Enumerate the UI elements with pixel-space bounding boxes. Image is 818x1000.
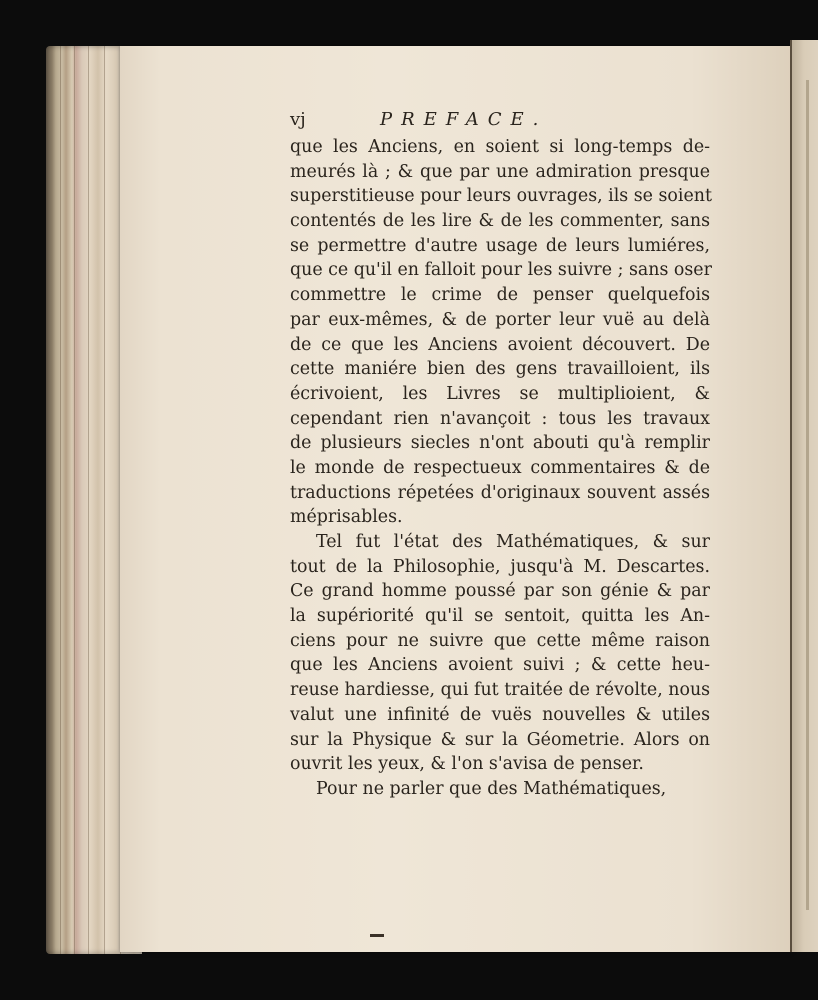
- text-line: cependant rien n'avançoit : tous les travaux: [290, 408, 710, 429]
- text-line: commettre le crime de penser quelquefois: [290, 285, 710, 306]
- text-block: [290, 108, 710, 802]
- text-line: la supériorité qu'il se sentoit, quitta les An-: [290, 606, 710, 627]
- text-line: superstitieuse pour leurs ouvrages, ils se soient: [290, 186, 712, 207]
- text-line: cette maniére bien des gens travailloient, ils: [290, 359, 710, 380]
- paragraph: [290, 530, 710, 777]
- text-line: de plusieurs siecles n'ont abouti qu'à remplir: [290, 433, 710, 454]
- text-line: meurés là ; & que par une admiration presque: [290, 161, 710, 182]
- text-line: que ce qu'il en falloit pour les suivre ; sans oser: [290, 260, 712, 281]
- text-line: tout de la Philosophie, jusqu'à M. Descartes.: [290, 556, 710, 577]
- text-line: ciens pour ne suivre que cette même raison: [290, 630, 710, 651]
- text-line: écrivoient, les Livres se multiplioient, &: [290, 383, 710, 404]
- text-line: que les Anciens avoient suivi ; & cette heu-: [290, 655, 710, 676]
- text-line: méprisables.: [290, 507, 403, 528]
- text-line: reuse hardiesse, qui fut traitée de révolte, nous: [290, 680, 711, 701]
- text-line: ouvrit les yeux, & l'on s'avisa de penser.: [290, 754, 644, 775]
- page-number: vj: [290, 109, 306, 130]
- text-line: valut une infinité de vuës nouvelles & utiles: [290, 704, 710, 725]
- catchword-mark: [370, 934, 384, 937]
- text-line: par eux-mêmes, & de porter leur vuë au delà: [290, 309, 710, 330]
- text-line: contentés de les lire & de les commenter, sans: [290, 211, 710, 232]
- paragraph: [290, 777, 710, 802]
- text-line: que les Anciens, en soient si long-temps de-: [290, 137, 710, 157]
- facing-page-edge: [790, 40, 818, 952]
- facing-page-fold: [806, 80, 809, 910]
- paragraph: [290, 135, 710, 530]
- page-edge-line: [60, 46, 61, 954]
- body-text: [290, 135, 710, 802]
- text-line: sur la Physique & sur la Géometrie. Alors on: [290, 729, 710, 750]
- text-line: Pour ne parler que des Mathématiques,: [316, 778, 667, 799]
- text-line: traductions répetées d'originaux souvent assés: [290, 482, 710, 503]
- text-line: Tel fut l'état des Mathématiques, & sur: [316, 532, 710, 552]
- text-line: se permettre d'autre usage de leurs lumiéres,: [290, 235, 710, 256]
- page-edge-line: [104, 46, 105, 954]
- text-line: Ce grand homme poussé par son génie & par: [290, 581, 710, 602]
- page-edge-line: [74, 46, 75, 954]
- running-head: [290, 108, 710, 134]
- page-edge-line: [88, 46, 89, 954]
- running-title: PREFACE.: [380, 109, 548, 130]
- text-line: de ce que les Anciens avoient découvert. De: [290, 334, 710, 355]
- text-line: le monde de respectueux commentaires & de: [290, 457, 710, 478]
